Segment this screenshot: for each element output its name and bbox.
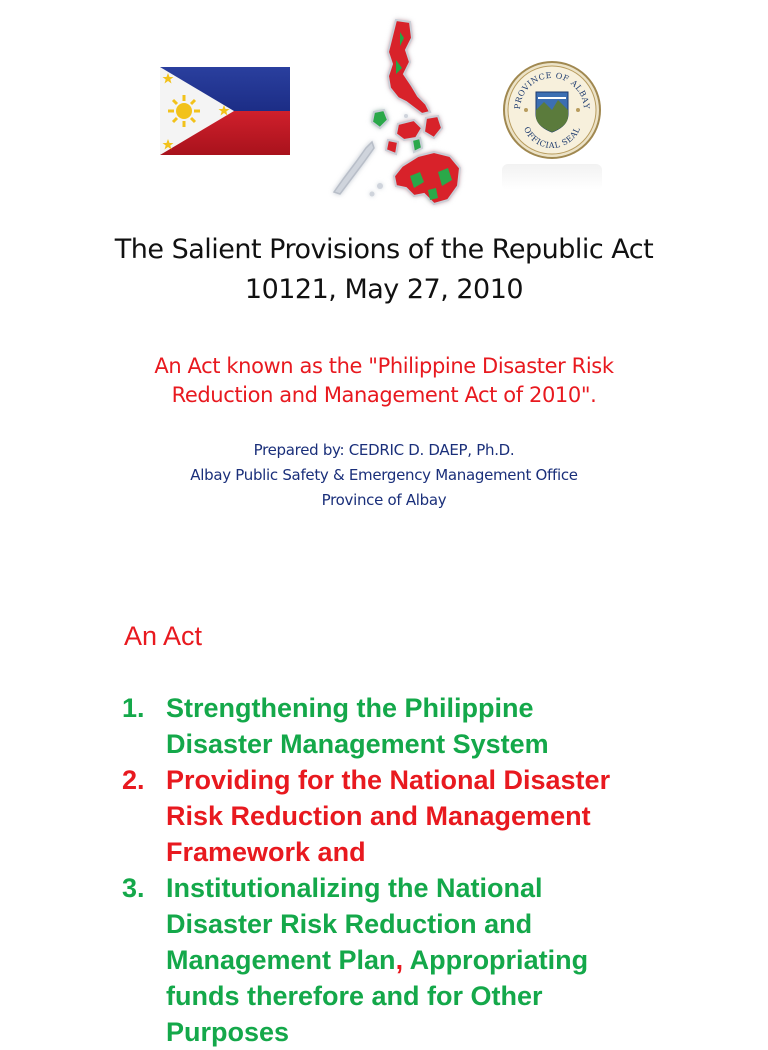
list-item-line: Risk Reduction and Management (166, 801, 591, 831)
list-item (122, 762, 702, 870)
title-line-2: 10121, May 27, 2010 (244, 274, 524, 305)
list-item-text: Management Plan (166, 945, 396, 975)
list-item-line (166, 942, 588, 978)
subtitle-line-1: An Act known as the "Philippine Disaster Risk (154, 354, 614, 378)
seal-shield-icon (536, 92, 568, 132)
page-title (0, 230, 768, 310)
seal-bottom-text: OFFICIAL SEAL (521, 125, 583, 151)
prepared-by-block (0, 438, 768, 513)
philippine-flag-image (160, 67, 290, 155)
list-item-line: Framework and (166, 837, 366, 867)
list-item-line: Disaster Management System (166, 729, 549, 759)
province-name-text: Province of Albay (321, 491, 447, 509)
act-heading: An Act (124, 621, 203, 651)
act-provisions-list (122, 690, 702, 1050)
list-item-number: 1. (122, 693, 145, 723)
list-item-number: 3. (122, 873, 145, 903)
title-line-1: The Salient Provisions of the Republic Act (114, 234, 654, 265)
seal-top-text: PROVINCE OF ALBAY (512, 70, 592, 110)
list-item-text: Appropriating (403, 945, 589, 975)
subtitle-line-2: Reduction and Management Act of 2010". (171, 383, 597, 407)
list-item-line: funds therefore and for Other (166, 981, 543, 1011)
office-name-text: Albay Public Safety & Emergency Management Office (190, 466, 578, 484)
list-item (122, 690, 702, 762)
act-subtitle (60, 352, 708, 410)
prepared-by-text: Prepared by: CEDRIC D. DAEP, Ph.D. (253, 441, 515, 459)
list-item-line: Purposes (166, 1017, 290, 1047)
list-item-number: 2. (122, 765, 145, 795)
list-item-line: Disaster Risk Reduction and (166, 909, 533, 939)
list-item-line: Strengthening the Philippine (166, 693, 534, 723)
province-seal-image (500, 60, 604, 194)
list-item-comma: , (395, 945, 404, 975)
list-item-line: Institutionalizing the National (166, 873, 543, 903)
list-item (122, 870, 702, 1050)
philippines-map-image (326, 16, 474, 214)
list-item-line: Providing for the National Disaster (166, 765, 611, 795)
